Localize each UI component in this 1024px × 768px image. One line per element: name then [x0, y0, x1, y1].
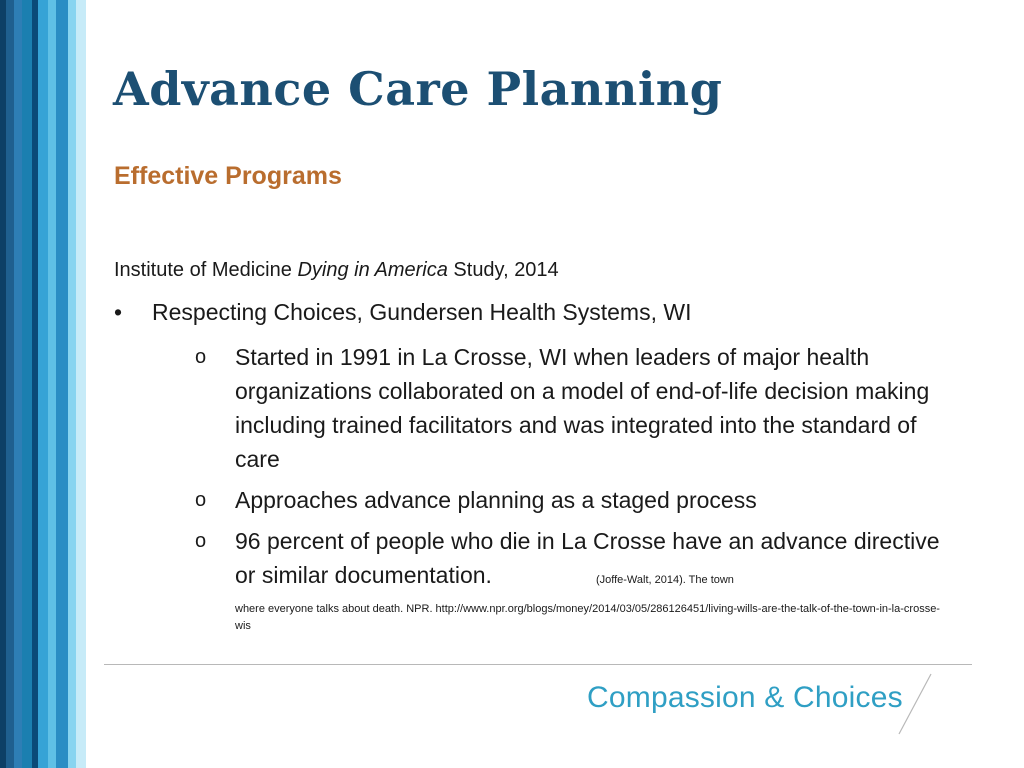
intro-italic-title: Dying in America — [297, 259, 448, 281]
stripe — [56, 0, 68, 768]
sub-bullet — [195, 340, 955, 476]
sub-bullet-marker: o — [195, 489, 207, 511]
slide-subtitle: Effective Programs — [114, 162, 342, 190]
stripe — [76, 0, 86, 768]
bullet-marker: • — [114, 299, 123, 325]
sub-bullet-text: 96 percent of people who die in La Crosse have an advance directive or similar documentation. — [235, 528, 940, 588]
intro-suffix: Study, 2014 — [447, 259, 559, 281]
sub-bullet-content — [235, 524, 955, 635]
stripe — [68, 0, 76, 768]
sub-bullet-text: Started in 1991 in La Crosse, WI when leaders of major health organizations collaborated on a model of end-of-life decision making including trained facilitators and was integrated into the standard of care — [235, 344, 930, 472]
citation-inline: (Joffe-Walt, 2014). The town — [595, 574, 734, 586]
sub-bullet — [195, 483, 955, 517]
sub-bullet-list — [195, 340, 955, 642]
stripe — [14, 0, 22, 768]
sub-bullet-text: Approaches advance planning as a staged process — [235, 487, 757, 513]
footer-divider — [104, 664, 972, 665]
stripe — [38, 0, 48, 768]
main-bullet — [114, 296, 934, 328]
stripe — [48, 0, 56, 768]
sub-bullet-marker: o — [195, 346, 207, 368]
sub-bullet — [195, 524, 955, 635]
stripe — [22, 0, 32, 768]
brand-logo-text: Compassion & Choices — [587, 681, 903, 714]
slide-title: Advance Care Planning — [113, 62, 723, 116]
decorative-stripes — [0, 0, 86, 768]
stripe — [6, 0, 14, 768]
sub-bullet-marker: o — [195, 530, 207, 552]
citation-text: where everyone talks about death. NPR. http://www.npr.org/blogs/money/2014/03/05/286126451/living-wills-are-the-talk-of-the-town-in-la-crosse-wis — [235, 603, 940, 632]
main-bullet-text: Respecting Choices, Gundersen Health Systems, WI — [152, 299, 692, 325]
intro-prefix: Institute of Medicine — [114, 259, 298, 281]
intro-line — [114, 259, 559, 282]
